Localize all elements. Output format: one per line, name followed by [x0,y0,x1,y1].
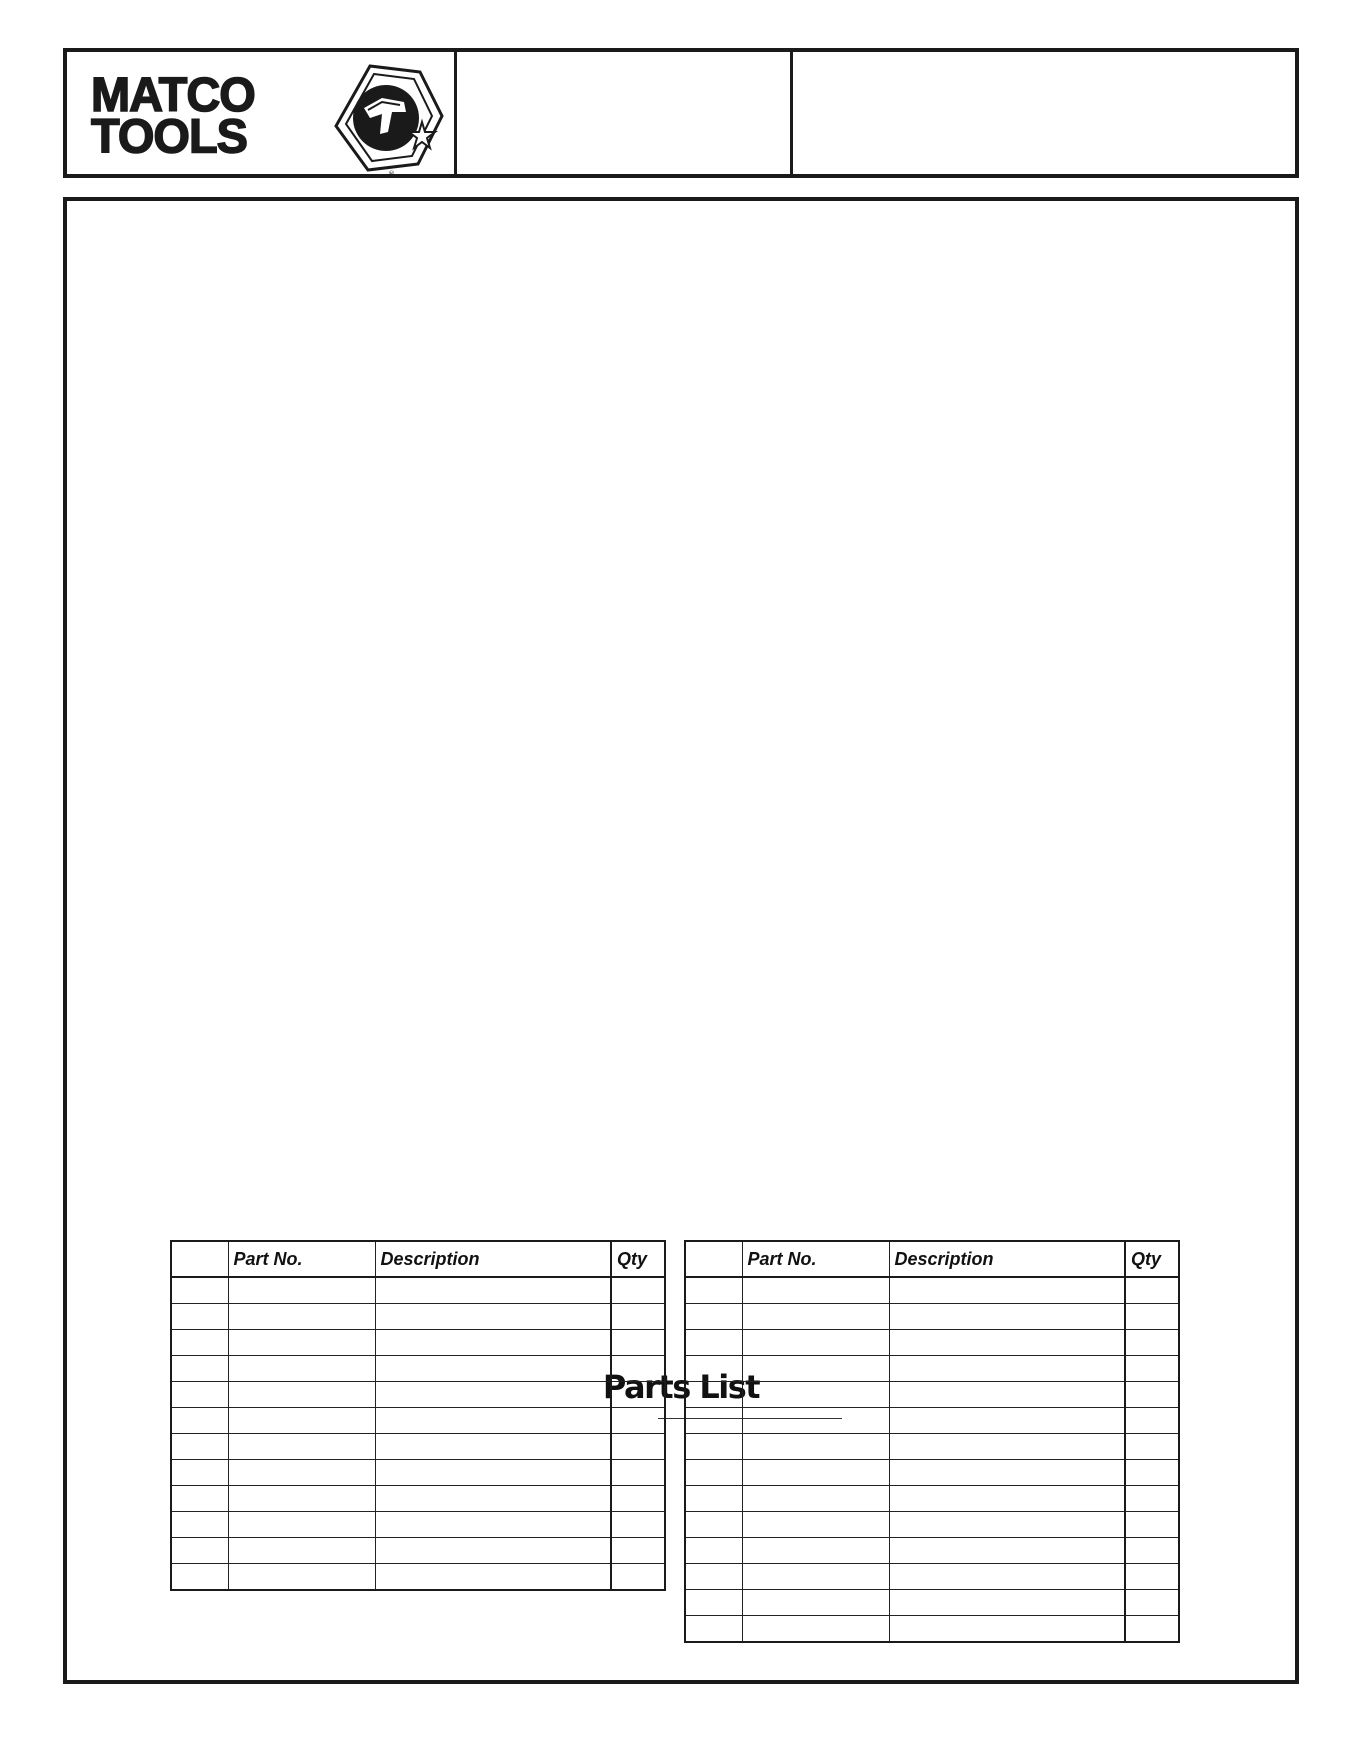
document-header [63,48,1299,178]
cell-description [889,1564,1125,1590]
cell-number [171,1330,228,1356]
table-row [171,1408,665,1434]
cell-qty [1125,1512,1179,1538]
cell-description [375,1304,611,1330]
cell-qty [611,1408,665,1434]
cell-description [375,1538,611,1564]
column-number-header [685,1241,742,1277]
table-header-row [171,1241,665,1277]
cell-number [685,1434,742,1460]
cell-qty [1125,1382,1179,1408]
parts-list-title: Parts List [602,1368,760,1406]
cell-part-no [742,1590,889,1616]
cell-number [171,1304,228,1330]
logo-cell [67,52,457,178]
cell-number [685,1408,742,1434]
column-number-header [171,1241,228,1277]
table-row [685,1460,1179,1486]
cell-description [375,1408,611,1434]
table-row [171,1512,665,1538]
header-right-cell [793,52,1295,174]
cell-number [171,1408,228,1434]
cell-qty [1125,1538,1179,1564]
matco-hammer-star-logo-icon [326,60,446,178]
cell-qty [1125,1616,1179,1643]
cell-part-no [228,1277,375,1304]
column-part-no-header: Part No. [742,1241,889,1277]
cell-qty [1125,1356,1179,1382]
cell-number [171,1460,228,1486]
cell-part-no [742,1382,889,1408]
cell-qty [611,1434,665,1460]
cell-part-no [742,1304,889,1330]
table-row [171,1330,665,1356]
cell-qty [611,1486,665,1512]
parts-table-right [684,1240,1180,1643]
cell-number [171,1434,228,1460]
column-qty-header: Qty [1125,1241,1179,1277]
cell-part-no [742,1460,889,1486]
parts-table-right-body [685,1277,1179,1642]
cell-qty [611,1512,665,1538]
cell-part-no [742,1277,889,1304]
cell-part-no [228,1330,375,1356]
cell-description [889,1434,1125,1460]
parts-table-left-body [171,1277,665,1590]
cell-number [685,1538,742,1564]
table-row [171,1460,665,1486]
cell-description [889,1408,1125,1434]
table-row [685,1616,1179,1643]
cell-qty [611,1356,665,1382]
table-row [685,1486,1179,1512]
cell-number [685,1460,742,1486]
table-row [685,1330,1179,1356]
cell-qty [611,1277,665,1304]
cell-part-no [228,1356,375,1382]
cell-number [171,1382,228,1408]
cell-description [375,1382,611,1408]
cell-part-no [742,1356,889,1382]
header-middle-cell [457,52,793,174]
column-qty-header: Qty [611,1241,665,1277]
cell-part-no [742,1486,889,1512]
table-row [685,1512,1179,1538]
column-part-no-header: Part No. [228,1241,375,1277]
cell-number [685,1382,742,1408]
cell-description [889,1277,1125,1304]
cell-number [171,1356,228,1382]
cell-qty [1125,1330,1179,1356]
cell-description [889,1538,1125,1564]
registered-mark: ® [388,170,395,178]
cell-qty [1125,1590,1179,1616]
cell-qty [1125,1486,1179,1512]
cell-number [685,1330,742,1356]
cell-description [375,1564,611,1591]
cell-number [171,1512,228,1538]
column-description-header: Description [375,1241,611,1277]
table-row [685,1538,1179,1564]
table-row [171,1486,665,1512]
cell-qty [611,1304,665,1330]
cell-description [375,1434,611,1460]
cell-description [375,1512,611,1538]
table-row [685,1356,1179,1382]
cell-number [685,1616,742,1643]
cell-qty [611,1564,665,1591]
cell-part-no [742,1330,889,1356]
column-description-header: Description [889,1241,1125,1277]
cell-part-no [742,1434,889,1460]
cell-description [889,1356,1125,1382]
cell-part-no [228,1382,375,1408]
table-row [685,1434,1179,1460]
table-row [171,1304,665,1330]
table-row [685,1382,1179,1408]
cell-number [171,1277,228,1304]
table-row [171,1382,665,1408]
cell-description [375,1486,611,1512]
cell-description [889,1512,1125,1538]
cell-description [375,1330,611,1356]
cell-number [685,1304,742,1330]
cell-qty [1125,1304,1179,1330]
cell-qty [1125,1564,1179,1590]
cell-part-no [742,1564,889,1590]
cell-description [889,1304,1125,1330]
cell-part-no [228,1408,375,1434]
table-row [685,1408,1179,1434]
cell-part-no [228,1460,375,1486]
table-row [685,1590,1179,1616]
cell-qty [611,1538,665,1564]
table-row [171,1564,665,1591]
cell-part-no [742,1512,889,1538]
table-row [171,1277,665,1304]
cell-description [375,1277,611,1304]
cell-number [685,1590,742,1616]
matco-tools-wordmark: MATCO TOOLS [91,67,255,163]
table-row [685,1564,1179,1590]
cell-qty [1125,1460,1179,1486]
cell-part-no [228,1434,375,1460]
cell-description [889,1460,1125,1486]
cell-number [685,1564,742,1590]
table-row [171,1434,665,1460]
cell-part-no [228,1538,375,1564]
table-row [685,1304,1179,1330]
cell-number [685,1356,742,1382]
cell-qty [611,1460,665,1486]
cell-part-no [228,1512,375,1538]
parts-table-left [170,1240,666,1591]
cell-part-no [742,1538,889,1564]
cell-description [889,1330,1125,1356]
cell-qty [1125,1277,1179,1304]
table-row [685,1277,1179,1304]
table-row [171,1356,665,1382]
cell-number [685,1277,742,1304]
cell-number [171,1486,228,1512]
cell-number [685,1512,742,1538]
cell-part-no [742,1616,889,1643]
cell-part-no [228,1486,375,1512]
cell-number [685,1486,742,1512]
cell-description [889,1486,1125,1512]
cell-part-no [742,1408,889,1434]
cell-description [889,1382,1125,1408]
cell-description [889,1590,1125,1616]
cell-qty [611,1382,665,1408]
table-row [171,1538,665,1564]
cell-qty [1125,1434,1179,1460]
cell-description [889,1616,1125,1643]
cell-description [375,1356,611,1382]
cell-part-no [228,1304,375,1330]
cell-part-no [228,1564,375,1591]
cell-description [375,1460,611,1486]
cell-number [171,1538,228,1564]
table-header-row [685,1241,1179,1277]
cell-number [171,1564,228,1591]
cell-qty [1125,1408,1179,1434]
cell-qty [611,1330,665,1356]
